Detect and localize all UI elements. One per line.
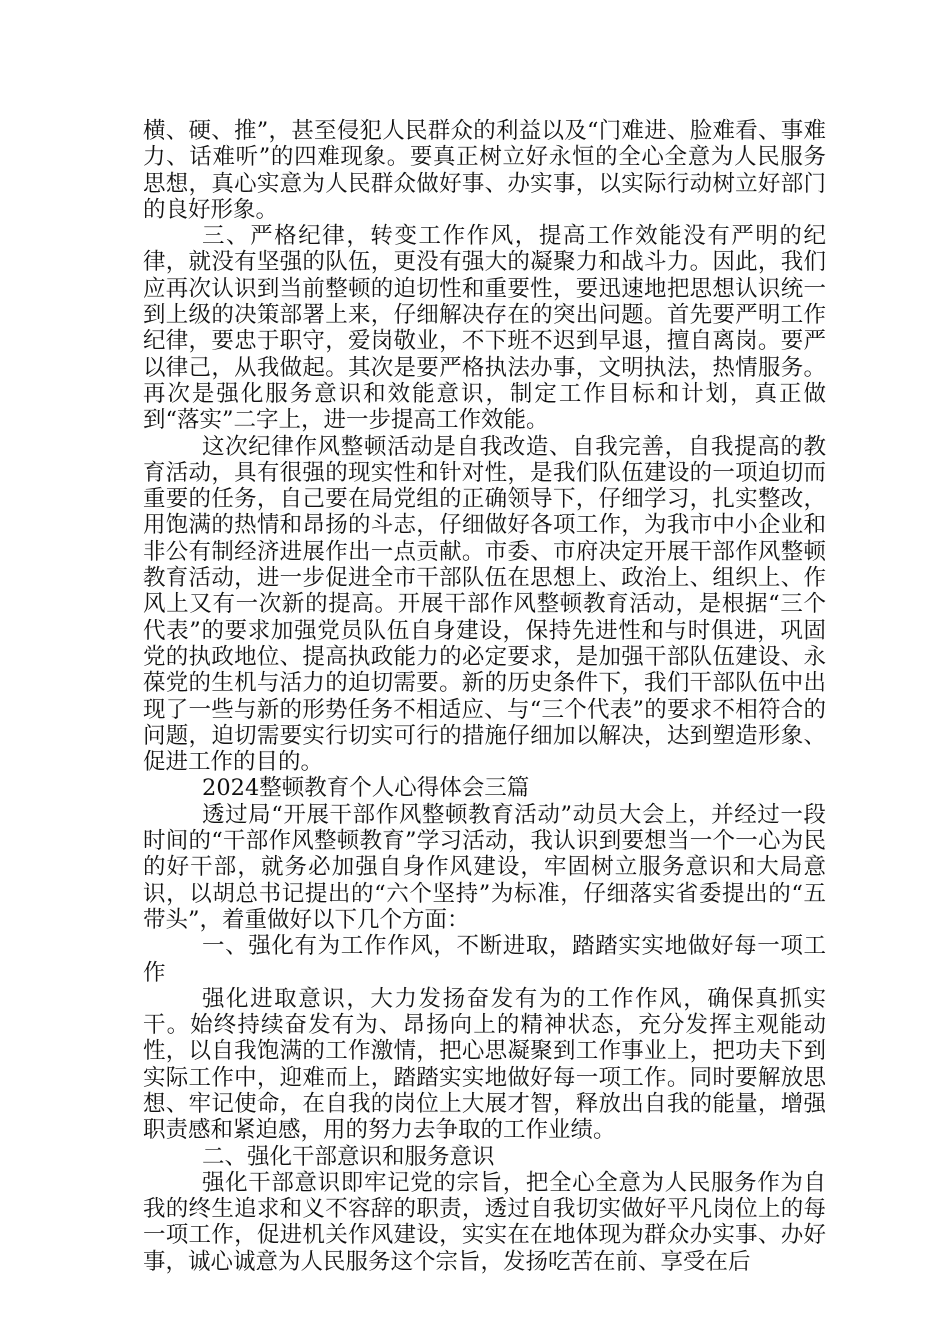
paragraph-intro-continuation: 横、硬、推”，甚至侵犯人民群众的利益以及“门难进、脸难看、事难力、话难听”的四难现象。要真正树立好永恒的全心全意为人民服务思想，真心实意为人民群众做好事、办实事，以实际行动树立好部门的良好形象。	[143, 118, 826, 223]
paragraph-section-two-body: 强化干部意识即牢记党的宗旨，把全心全意为人民服务作为自我的终生追求和义不容辞的职责，透过自我切实做好平凡岗位上的每一项工作，促进机关作风建设，实实在在地体现为群众办实事、办好事，诚心诚意为人民服务这个宗旨，发扬吃苦在前、享受在后	[143, 1169, 826, 1275]
article-title: 2024整顿教育个人心得体会三篇	[202, 775, 530, 802]
paragraph-discipline-activity: 这次纪律作风整顿活动是自我改造、自我完善，自我提高的教育活动，具有很强的现实性和针对性，是我们队伍建设的一项迫切而重要的任务，自己要在局党组的正确领导下，仔细学习，扎实整改，用饱满的热情和昂扬的斗志，仔细做好各项工作，为我市中小企业和非公有制经济进展作出一点贡献。市委、市府决定开展干部作风整顿教育活动，进一步促进全市干部队伍在思想上、政治上、组织上、作风上又有一次新的提高。开展干部作风整顿教育活动，是根据“三个代表”的要求加强党员队伍自身建设，保持先进性和与时俱进，巩固党的执政地位、提高执政能力的必定要求，是加强干部队伍建设、永葆党的生机与活力的迫切需要。新的历史条件下，我们干部队伍中出现了一些与新的形势任务不相适应、与“三个代表”的要求不相符合的问题，迫切需要实行切实可行的措施仔细加以解决，达到塑造形象、促进工作的目的。	[143, 433, 826, 776]
heading-section-two: 二、强化干部意识和服务意识	[202, 1143, 495, 1170]
paragraph-section-three: 三、严格纪律，转变工作作风，提高工作效能没有严明的纪律，就没有坚强的队伍，更没有强大的凝聚力和战斗力。因此，我们应再次认识到当前整顿的迫切性和重要性，要迅速地把思想认识统一到上级的决策部署上来，仔细解决存在的突出问题。首先要严明工作纪律，要忠于职守，爱岗敬业，不下班不迟到早退，擅自离岗。要严以律己，从我做起。其次是要严格执法办事，文明执法，热情服务。再次是强化服务意识和效能意识，制定工作目标和计划，真正做到“落实”二字上，进一步提高工作效能。	[143, 223, 826, 434]
heading-section-one: 一、强化有为工作作风，不断进取，踏踏实实地做好每一项工作	[143, 933, 826, 986]
paragraph-opening: 透过局“开展干部作风整顿教育活动”动员大会上，并经过一段时间的“干部作风整顿教育”学习活动，我认识到要想当一个一心为民的好干部，就务必加强自身作风建设，牢固树立服务意识和大局意识，以胡总书记提出的“六个坚持”为标准，仔细落实省委提出的“五带头”，着重做好以下几个方面：	[143, 801, 826, 933]
document-body	[143, 118, 826, 1275]
paragraph-section-one-body: 强化进取意识，大力发扬奋发有为的工作作风，确保真抓实干。始终持续奋发有为、昂扬向上的精神状态，充分发挥主观能动性，以自我饱满的工作激情，把心思凝聚到工作事业上，把功夫下到实际工作中，迎难而上，踏踏实实地做好每一项工作。同时要解放思想、牢记使命，在自我的岗位上大展才智，释放出自我的能量，增强职责感和紧迫感，用的努力去争取的工作业绩。	[143, 985, 826, 1144]
